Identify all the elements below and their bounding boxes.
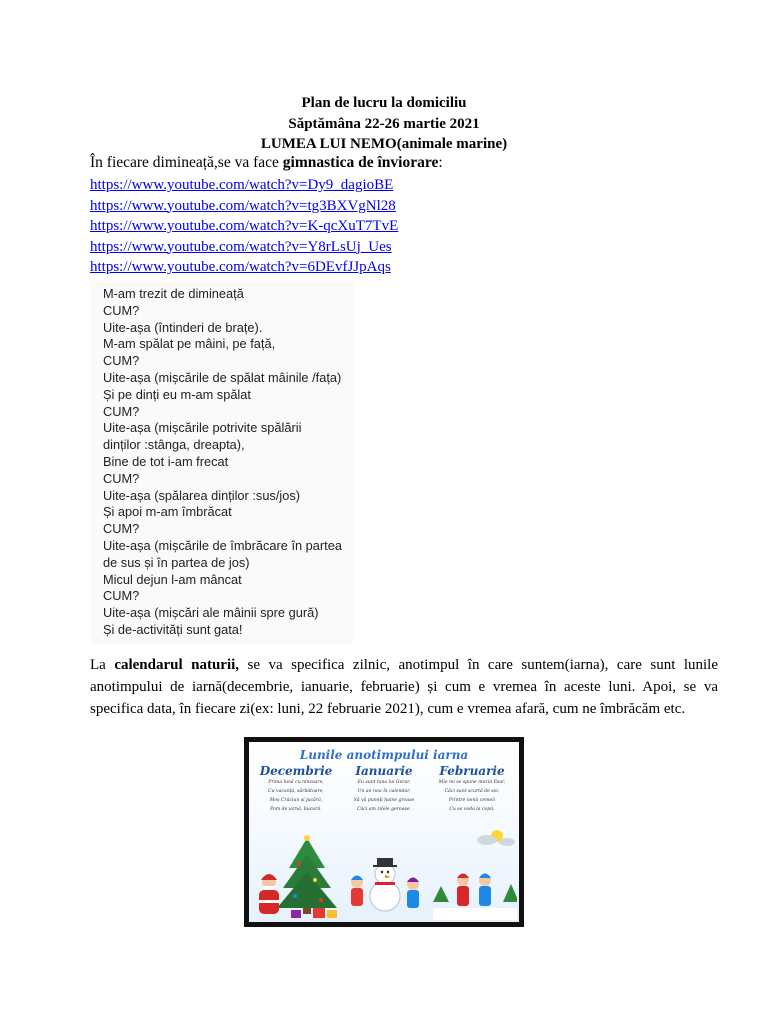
month-verse-line: Moș Crăciun și jucării,	[269, 798, 323, 803]
month-verse-line: Căci am zilele geroase.	[357, 807, 411, 812]
month-verse-line: Mie mi se spune mezin Faur,	[438, 780, 506, 785]
youtube-link-4[interactable]: https://www.youtube.com/watch?v=Y8rLsUj_Ues	[90, 238, 392, 255]
poem-line: CUM?	[103, 470, 140, 486]
intro-text: În fiecare dimineață,se va face	[90, 154, 283, 171]
document-theme: LUMEA LUI NEMO(animale marine)	[260, 136, 508, 152]
intro-colon: :	[438, 154, 443, 171]
paragraph-rest: se va specifica zilnic, anotimpul în care suntem(iarna), care sunt lunile anotimpului de iarnă(decembrie, ianuarie, februarie) și cum e vremea în aceste luni. Apoi, se va specifica data, în fiecare zi(ex: luni, 22 februarie 2021), cum e vremea afară, cum ne îmbrăcăm etc.	[90, 657, 719, 717]
link-item	[90, 237, 398, 258]
poem-line: Micul dejun l-am mâncat	[103, 571, 242, 587]
youtube-link-5[interactable]: https://www.youtube.com/watch?v=6DEvfJJpAqs	[90, 259, 391, 275]
winter-months-title: Lunile anotimpului iarna	[299, 748, 469, 762]
poem-line: Uite-așa (mișcările de spălat mâinile /fața)	[103, 369, 342, 385]
poem-line: Uite-așa (mișcările de îmbrăcare în partea	[103, 537, 342, 553]
winter-months-image	[244, 737, 524, 927]
month-verse-line: Să vă puneți haine groase	[353, 798, 415, 803]
month-verse-line: Eu sunt luna lui Gerar,	[357, 780, 411, 785]
christmas-tree-santa-illustration	[255, 834, 341, 920]
poem-line: M-am spălat pe mâini, pe față,	[103, 336, 276, 352]
paragraph-bold: calendarul naturii,	[114, 657, 240, 673]
poem-line: CUM?	[103, 302, 140, 318]
month-name: Decembrie	[259, 764, 333, 778]
poem-line: Uite-așa (mișcările potrivite spălării	[103, 420, 302, 436]
month-verse-line: Printre nenii cemeii	[448, 798, 496, 803]
paragraph-start: La	[90, 657, 115, 673]
poem-line: Și apoi m-am îmbrăcat	[103, 504, 232, 520]
month-verse-line: Prima lună cu ninsoare,	[268, 780, 324, 785]
nature-calendar-paragraph	[90, 654, 718, 720]
youtube-link-2[interactable]: https://www.youtube.com/watch?v=tg3BXVgNl28	[90, 197, 396, 214]
poem-line: Uite-așa (mișcări ale mâinii spre gură)	[103, 605, 319, 621]
month-verse-line: Un an nou în calendar,	[357, 789, 411, 794]
month-verse-line: Căci sunt scurtă de soi,	[444, 789, 500, 794]
youtube-link-1[interactable]: https://www.youtube.com/watch?v=Dy9_dagioBE	[90, 177, 394, 193]
month-column-february	[429, 764, 515, 814]
poem-line: dinților :stânga, dreapta),	[103, 437, 245, 453]
intro-line	[90, 153, 443, 173]
link-item	[90, 175, 398, 196]
poem-line: CUM?	[103, 521, 140, 537]
poem-line: CUM?	[103, 403, 140, 419]
exercise-link-list	[90, 175, 398, 278]
poem-line: Și pe dinți eu m-am spălat	[103, 386, 251, 402]
winter-months-card	[249, 742, 519, 922]
link-item	[90, 216, 398, 237]
poem-line: Bine de tot i-am frecat	[103, 453, 229, 469]
link-item	[90, 196, 398, 217]
youtube-link-3[interactable]: https://www.youtube.com/watch?v=K-qcXuT7TvE	[90, 218, 399, 234]
february-weather-children-illustration	[433, 826, 517, 920]
poem-line: Uite-așa (spălarea dinților :sus/jos)	[103, 487, 301, 503]
document-title: Plan de lucru la domiciliu	[301, 95, 467, 111]
month-column-december	[253, 764, 339, 814]
snowman-children-illustration	[345, 838, 427, 920]
poem-line: CUM?	[103, 588, 140, 604]
poem-line: Uite-așa (întinderi de brațe).	[103, 319, 263, 335]
poem-line: de sus și în partea de jos)	[103, 554, 250, 570]
month-column-january	[341, 764, 427, 814]
document-week: Săptămâna 22-26 martie 2021	[288, 116, 480, 132]
month-name: Ianuarie	[355, 764, 413, 778]
month-verse-line: Cu vacanță, sărbătoare,	[268, 789, 324, 794]
month-verse-line: Cu se voda la copii.	[449, 807, 495, 812]
link-item	[90, 257, 398, 278]
morning-poem-image	[91, 281, 353, 644]
intro-bold: gimnastica de înviorare	[282, 154, 439, 171]
poem-line: CUM?	[103, 353, 140, 369]
month-name: Februarie	[439, 764, 505, 778]
month-verse-line: Pom de iarnă, bucurii.	[270, 807, 322, 812]
poem-line: M-am trezit de dimineață	[103, 286, 244, 301]
poem-line: Și de-activități sunt gata!	[103, 621, 243, 637]
